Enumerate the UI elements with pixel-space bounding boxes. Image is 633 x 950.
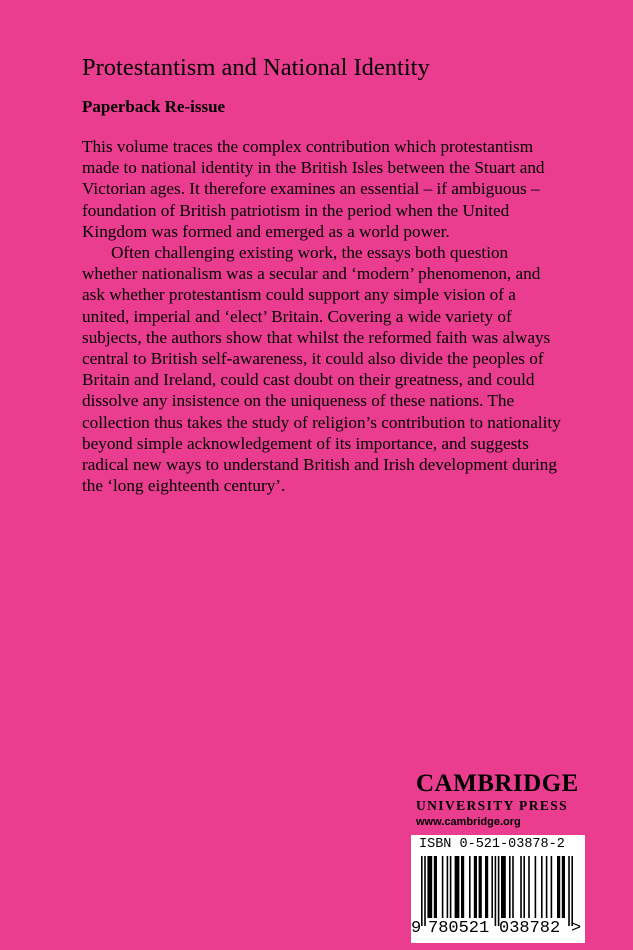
edition-label: Paperback Re-issue <box>82 97 226 116</box>
barcode-bar <box>541 856 543 918</box>
barcode <box>411 835 585 943</box>
publisher-logo <box>416 770 578 829</box>
barcode-bar <box>528 856 530 918</box>
barcode-bar <box>421 856 423 926</box>
barcode-bar <box>501 856 506 918</box>
barcode-bar <box>479 856 482 918</box>
barcode-bar <box>568 856 570 926</box>
barcode-bar <box>427 856 432 918</box>
barcode-bar <box>450 856 452 918</box>
barcode-right-digits: 038782 <box>499 919 561 938</box>
barcode-bar <box>551 856 553 918</box>
barcode-bar <box>498 856 500 926</box>
book-title: Protestantism and National Identity <box>82 54 430 81</box>
barcode-bar <box>434 856 437 918</box>
publisher-name: CAMBRIDGE <box>416 770 579 797</box>
barcode-bar <box>520 856 522 918</box>
barcode-bar <box>535 856 537 918</box>
barcode-bar <box>523 856 525 918</box>
barcode-bar <box>485 856 488 918</box>
barcode-bar <box>447 856 449 918</box>
barcode-bars <box>421 856 573 926</box>
barcode-bar <box>546 856 548 918</box>
publisher-url: www.cambridge.org <box>416 816 521 828</box>
barcode-bar <box>512 856 514 918</box>
barcode-bar <box>474 856 477 918</box>
publisher-subname: UNIVERSITY PRESS <box>416 798 569 813</box>
barcode-bar <box>424 856 426 926</box>
description-paragraph: Often challenging existing work, the essays both question whether nationalism was a secular and ‘modern’ phenomenon, and ask whether protestantism could support any simple vision of a united, imperial and ‘elect’ Britain. Covering a wide variety of subjects, the authors show that whilst the reformed faith was always central to British self-awareness, it could also divide the peoples of Britain and Ireland, could cast doubt on their greatness, and could dissolve any insistence on the uniqueness of these nations. The collection thus takes the study of religion’s contribution to nationality beyond simple acknowledgement of its importance, and suggests radical new ways to understand British and Irish development during the ‘long eighteenth century’. <box>82 243 561 496</box>
barcode-bar <box>557 856 560 918</box>
barcode-bar <box>495 856 497 926</box>
barcode-bar <box>491 856 493 918</box>
barcode-bar <box>562 856 565 918</box>
barcode-bar <box>461 856 464 918</box>
description-paragraph: This volume traces the complex contribution which protestantism made to national identity in the British Isles between the Stuart and Victorian ages. It therefore examines an essential – if ambiguous – foundation of British patriotism in the period when the United Kingdom was formed and emerged as a world power. <box>82 137 545 241</box>
barcode-lead-digit: 9 <box>411 919 422 938</box>
barcode-bar <box>509 856 511 918</box>
barcode-bar <box>469 856 471 918</box>
barcode-left-digits: 780521 <box>428 919 490 938</box>
book-description <box>82 136 562 496</box>
barcode-bar <box>455 856 460 918</box>
barcode-trail-mark: > <box>571 919 582 938</box>
barcode-bar <box>571 856 573 926</box>
isbn-label: ISBN 0-521-03878-2 <box>419 837 565 852</box>
barcode-bar <box>442 856 444 918</box>
